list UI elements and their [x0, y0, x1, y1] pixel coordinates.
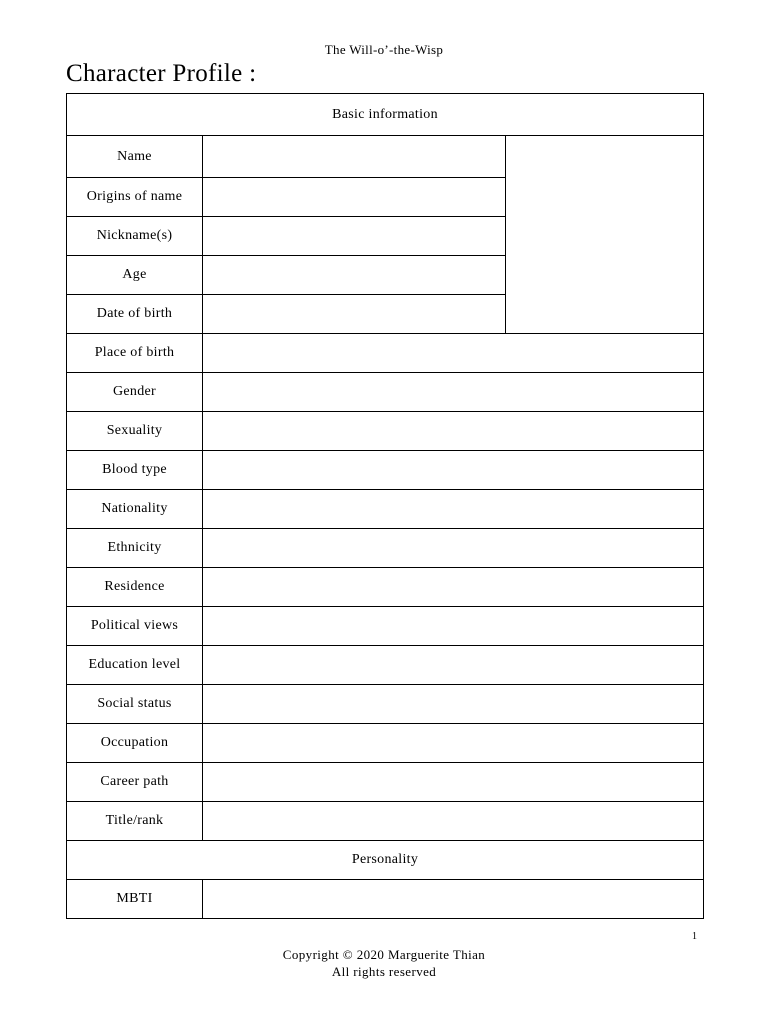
field-input-origins-of-name[interactable] [203, 178, 506, 217]
field-input-residence[interactable] [203, 568, 704, 607]
field-label-gender: Gender [67, 373, 203, 412]
field-input-mbti[interactable] [203, 880, 704, 919]
form-row-gender [67, 373, 704, 412]
form-row-residence [67, 568, 704, 607]
field-input-nationality[interactable] [203, 490, 704, 529]
field-label-residence: Residence [67, 568, 203, 607]
footer [0, 946, 768, 980]
field-input-occupation[interactable] [203, 724, 704, 763]
field-input-place-of-birth[interactable] [203, 334, 704, 373]
field-label-name: Name [67, 136, 203, 178]
field-label-title-rank: Title/rank [67, 802, 203, 841]
section-row-personality [67, 841, 704, 880]
copyright-line: Copyright © 2020 Marguerite Thian [282, 947, 486, 962]
page-number: 1 [692, 931, 697, 942]
form-row-place-of-birth [67, 334, 704, 373]
field-input-social-status[interactable] [203, 685, 704, 724]
character-profile-table [66, 93, 704, 919]
field-input-nicknames[interactable] [203, 217, 506, 256]
form-row-ethnicity [67, 529, 704, 568]
page-title: Character Profile : [66, 60, 257, 87]
field-input-ethnicity[interactable] [203, 529, 704, 568]
field-label-career-path: Career path [67, 763, 203, 802]
form-row-nationality [67, 490, 704, 529]
section-heading-personality: Personality [67, 841, 704, 880]
form-row-name [67, 136, 704, 178]
form-row-occupation [67, 724, 704, 763]
form-row-blood-type [67, 451, 704, 490]
field-input-education-level[interactable] [203, 646, 704, 685]
field-label-education-level: Education level [67, 646, 203, 685]
field-input-political-views[interactable] [203, 607, 704, 646]
field-label-sexuality: Sexuality [67, 412, 203, 451]
rights-line: All rights reserved [331, 964, 437, 979]
field-label-ethnicity: Ethnicity [67, 529, 203, 568]
field-input-blood-type[interactable] [203, 451, 704, 490]
field-label-occupation: Occupation [67, 724, 203, 763]
photo-box[interactable] [506, 136, 704, 334]
form-row-education-level [67, 646, 704, 685]
form-row-sexuality [67, 412, 704, 451]
book-title-header: The Will-o’-the-Wisp [324, 42, 444, 57]
form-row-political-views [67, 607, 704, 646]
form-row-title-rank [67, 802, 704, 841]
section-heading-basic-information: Basic information [67, 94, 704, 136]
field-input-sexuality[interactable] [203, 412, 704, 451]
form-row-career-path [67, 763, 704, 802]
field-label-mbti: MBTI [67, 880, 203, 919]
field-label-date-of-birth: Date of birth [67, 295, 203, 334]
field-label-origins-of-name: Origins of name [67, 178, 203, 217]
section-row-basic-information [67, 94, 704, 136]
field-label-political-views: Political views [67, 607, 203, 646]
form-row-mbti [67, 880, 704, 919]
field-label-nationality: Nationality [67, 490, 203, 529]
field-label-blood-type: Blood type [67, 451, 203, 490]
field-label-age: Age [67, 256, 203, 295]
field-input-date-of-birth[interactable] [203, 295, 506, 334]
field-input-career-path[interactable] [203, 763, 704, 802]
field-label-nicknames: Nickname(s) [67, 217, 203, 256]
form-row-social-status [67, 685, 704, 724]
field-label-social-status: Social status [67, 685, 203, 724]
field-input-name[interactable] [203, 136, 506, 178]
field-label-place-of-birth: Place of birth [67, 334, 203, 373]
field-input-age[interactable] [203, 256, 506, 295]
field-input-gender[interactable] [203, 373, 704, 412]
field-input-title-rank[interactable] [203, 802, 704, 841]
